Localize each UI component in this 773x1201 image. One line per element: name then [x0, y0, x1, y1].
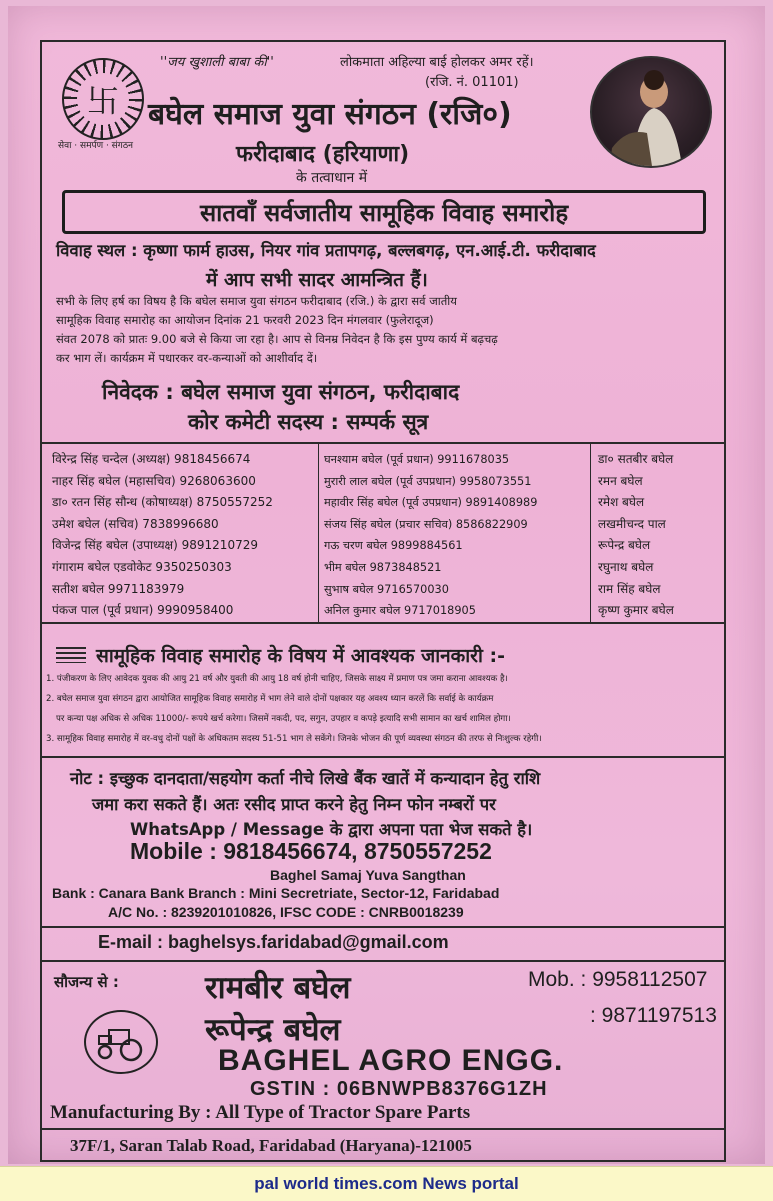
member-row: रघुनाथ बघेल — [598, 559, 654, 574]
address-top-rule — [42, 1128, 724, 1130]
sponsor-mobile-2: : 9871197513 — [590, 1004, 717, 1027]
motto-text: सेवा · समर्पण · संगठन — [58, 141, 134, 151]
tractor-icon — [84, 1010, 158, 1074]
member-row: विरेन्द्र सिंह चन्देल (अध्यक्ष) 9818456674 — [52, 452, 251, 466]
member-row: संजय सिंह बघेल (प्रचार सचिव) 8586822909 — [324, 517, 528, 531]
email-top-rule — [42, 926, 724, 928]
mobile-numbers: Mobile : 9818456674, 8750557252 — [130, 838, 492, 864]
committee-title: कोर कमेटी सदस्य : सम्पर्क सूत्र — [188, 410, 429, 434]
intro-line-3: संवत 2078 को प्रातः 9.00 बजे से किया जा रहा है। आप से विनम्र निवेदन है कि इस पुण्य कार्य में बढ़चढ़ — [56, 332, 498, 346]
info-point-2b: पर कन्या पक्ष अधिक से अधिक 11000/- रूपये खर्च करेगा। जिसमें नकदी, पद, सगुन, उपहार व कपड़े इत्यादि सभी सामान का खर्च शामिल होगा। — [56, 714, 511, 724]
member-row: विजेन्द्र सिंह बघेल (उपाध्यक्ष) 9891210729 — [52, 538, 258, 553]
intro-line-2: सामूहिक विवाह समारोह का आयोजन दिनांक 21 फरवरी 2023 दिन मंगलवार (फुलेरादूज) — [56, 313, 434, 327]
member-row: घनश्याम बघेल (पूर्व प्रधान) 9911678035 — [324, 453, 510, 466]
member-row: नाहर सिंह बघेल (महासचिव) 9268063600 — [52, 473, 256, 488]
member-row: सतीश बघेल 9971183979 — [52, 581, 185, 596]
member-row: रमन बघेल — [598, 473, 643, 488]
note-line-1: नोट : इच्छुक दानदाता/सहयोग कर्ता नीचे लिखे बैंक खातें में कन्यादान हेतु राशि — [70, 769, 541, 788]
table-divider-1 — [318, 444, 319, 622]
intro-line-1: सभी के लिए हर्ष का विषय है कि बघेल समाज युवा संगठन फरीदाबाद (रजि.) के द्वारा सर्व जातीय — [56, 294, 457, 308]
account-name: Baghel Samaj Yuva Sangthan — [270, 867, 466, 883]
member-row: राम सिंह बघेल — [598, 581, 661, 596]
table-bottom-rule — [42, 622, 724, 624]
swastik-logo-icon: 卐 — [62, 58, 144, 140]
info-title: सामूहिक विवाह समारोह के विषय में आवश्यक जानकारी :- — [96, 645, 505, 667]
members-column-2 — [324, 449, 537, 622]
note-line-3: WhatsApp / Message के द्वारा अपना पता भेज सकते है। — [130, 820, 533, 839]
info-heading — [56, 642, 712, 668]
stripes-icon — [56, 647, 86, 663]
member-row: महावीर सिंह बघेल (पूर्व उपप्रधान) 9891408989 — [324, 496, 538, 510]
info-point-3: 3. सामूहिक विवाह समारोह में वर-वधु दोनों पक्षों के अधिकतम सदस्य 51-51 भाग ले सकेंगे। जिनके भोजन की पूर्ण व्यवस्था संगठन की तरफ से निःशुल्क रहेगी। — [46, 734, 542, 744]
member-row: सुभाष बघेल 9716570030 — [324, 582, 449, 596]
member-row: गंगाराम बघेल एडवोकेट 9350250303 — [52, 559, 232, 574]
member-row: लखमीचन्द पाल — [598, 516, 666, 531]
sponsor-label: सौजन्य से : — [54, 973, 119, 991]
members-column-3 — [598, 449, 674, 622]
intro-line-4: कर भाग लें। कार्यक्रम में पधारकर वर-कन्याओं को आशीर्वाद दें। — [56, 351, 318, 365]
member-row: पंकज पाल (पूर्व प्रधान) 9990958400 — [52, 603, 234, 618]
slogan-left: ''जय खुशाली बाबा की'' — [160, 55, 274, 70]
info-point-1: 1. पंजीकरण के लिए आवेदक युवक की आयु 21 वर्ष और युवती की आयु 18 वर्ष होनी चाहिए, जिसके साक्ष्य में प्रमाण पत्र जमा कराना आवश्यक है। — [46, 674, 508, 684]
sponsor-mobile-1: Mob. : 9958112507 — [528, 968, 708, 991]
org-city: फरीदाबाद (हरियाणा) — [236, 142, 410, 167]
event-banner: सातवाँ सर्वजातीय सामूहिक विवाह समारोह — [62, 190, 706, 234]
member-row: उमेश बघेल (सचिव) 7838996680 — [52, 516, 219, 531]
invite-text: में आप सभी सादर आमन्त्रित हैं। — [206, 269, 428, 291]
nivedak-text: निवेदक : बघेल समाज युवा संगठन, फरीदाबाद — [102, 380, 460, 404]
ahilya-bai-portrait — [590, 56, 712, 168]
sponsor-name-2: रूपेन्द्र बघेल — [205, 1012, 341, 1048]
member-row: डा० सतबीर बघेल — [598, 452, 674, 466]
info-point-2: 2. बघेल समाज युवा संगठन द्वारा आयोजित सामूहिक विवाह समारोह में भाग लेने वाले दोनों पक्षकार यह अवश्य ध्यान करलें कि सर्वाई के कार्यक्रम — [46, 694, 494, 704]
member-row: गऊ चरण बघेल 9899884561 — [324, 539, 463, 553]
venue-text: विवाह स्थल : कृष्णा फार्म हाउस, नियर गांव प्रतापगढ़, बल्लबगढ़, एन.आई.टी. फरीदाबाद — [56, 241, 596, 260]
member-row: भीम बघेल 9873848521 — [324, 560, 442, 574]
sponsor-name-1: रामबीर बघेल — [205, 970, 351, 1006]
member-row: अनिल कुमार बघेल 9717018905 — [324, 604, 476, 618]
email-text: E-mail : baghelsys.faridabad@gmail.com — [98, 932, 449, 952]
gstin: GSTIN : 06BNWPB8376G1ZH — [250, 1078, 548, 1100]
registration-number: (रजि. नं. 01101) — [425, 75, 519, 90]
member-row: रूपेन्द्र बघेल — [598, 538, 651, 553]
table-divider-2 — [590, 444, 591, 622]
manufacturing-text: Manufacturing By : All Type of Tractor Spare Parts — [50, 1102, 471, 1123]
slogan-right: लोकमाता अहिल्या बाई होलकर अमर रहें। — [340, 55, 534, 70]
under-text: के तत्वाधान में — [296, 170, 368, 186]
info-bottom-rule — [42, 756, 724, 758]
company-address: 37F/1, Saran Talab Road, Faridabad (Haryana)-121005 — [70, 1136, 472, 1155]
account-details: A/C No. : 8239201010826, IFSC CODE : CNRB0018239 — [108, 904, 464, 920]
company-name: BAGHEL AGRO ENGG. — [218, 1044, 564, 1077]
org-name: बघेल समाज युवा संगठन (रजि०) — [148, 97, 512, 132]
table-top-rule — [42, 442, 724, 444]
note-line-2: जमा करा सकते हैं। अतः रसीद प्राप्त करने हेतु निम्न फोन नम्बरों पर — [92, 795, 496, 814]
member-row: डा० रतन सिंह सौन्ध (कोषाध्यक्ष) 8750557252 — [52, 495, 273, 510]
member-row: मुरारी लाल बघेल (पूर्व उपप्रधान) 9958073551 — [324, 474, 532, 488]
bank-details: Bank : Canara Bank Branch : Mini Secretriate, Sector-12, Faridabad — [52, 885, 500, 901]
members-column-1 — [52, 449, 273, 622]
member-row: रमेश बघेल — [598, 495, 645, 510]
member-row: कृष्ण कुमार बघेल — [598, 603, 674, 618]
news-portal-footer: pal world times.com News portal — [0, 1166, 773, 1201]
sponsor-top-rule — [42, 960, 724, 962]
